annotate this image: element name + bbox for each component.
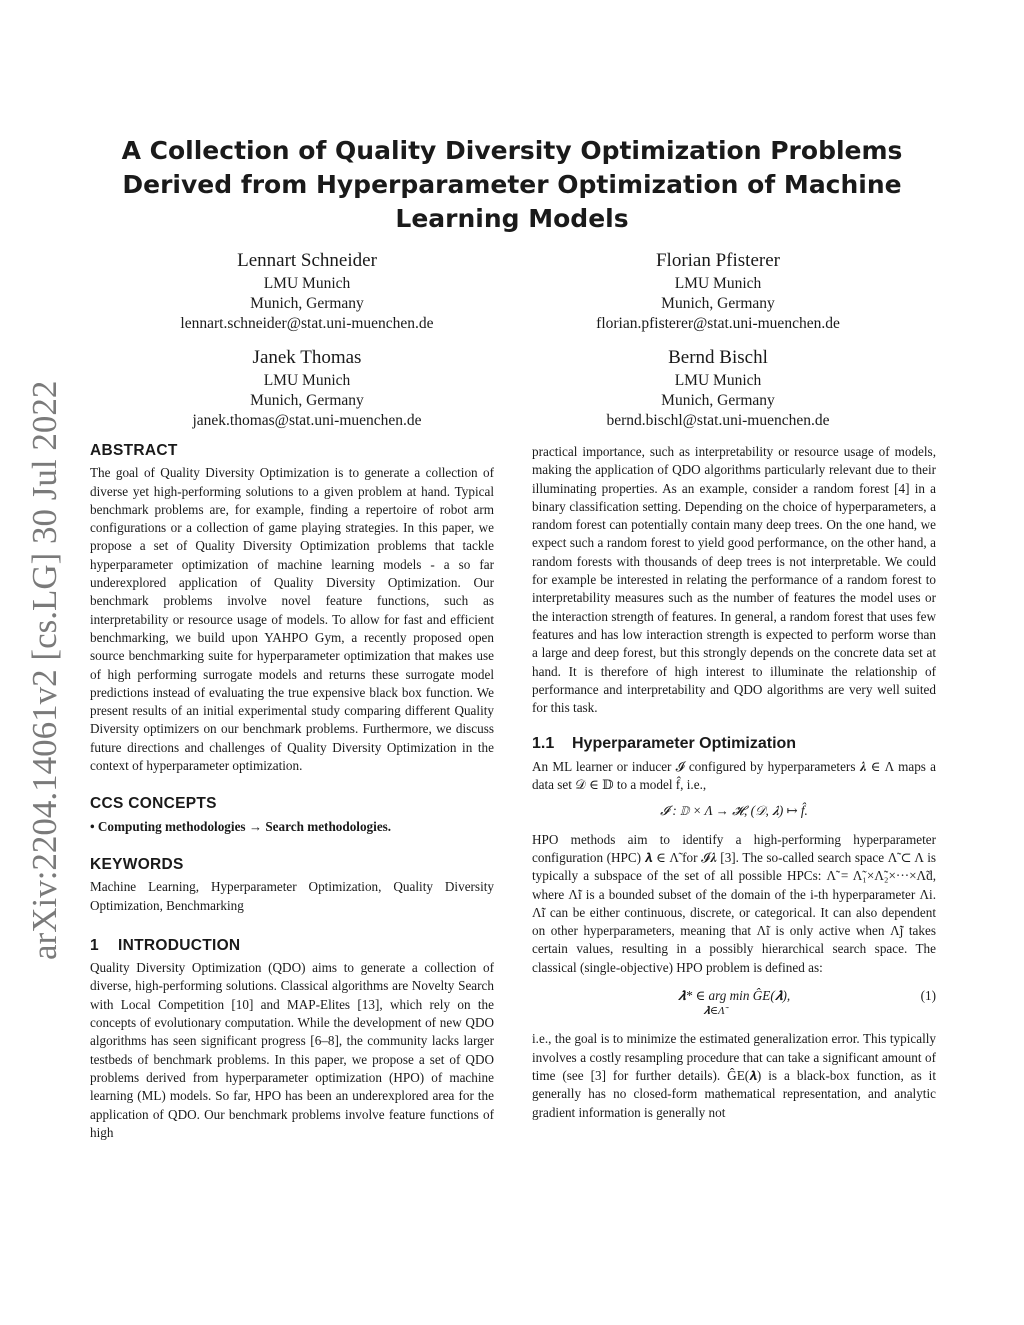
- author-block: [127, 345, 487, 431]
- keywords-heading: KEYWORDS: [90, 855, 184, 873]
- ccs-heading: CCS CONCEPTS: [90, 795, 217, 813]
- author-name: Lennart Schneider: [237, 250, 377, 271]
- intro-text: Quality Diversity Optimization (QDO) aims to generate a collection of diverse, high-performing solutions. Classical algorithms are Novelty Search with Local Competition [10] and MAP-Elites [13], which rely on the concepts of evolutionary computation. While the development of new QDO algorithms has seen significant progress [6–8], the community lacks larger testbeds of benchmark problems. In this paper, we propose a set of QDO problems derived from hyperparameter optimization (HPO) of machine learning (ML) models. So far, HPO has been an underexplored area for the application of QDO. Our benchmark problems involve feature functions of high: [90, 960, 494, 1140]
- equation-argmin: 𝝀* ∈ arg min ĜE(𝝀),: [677, 988, 791, 1004]
- arxiv-identifier: arXiv:2204.14061v2 [cs.LG] 30 Jul 2022: [25, 380, 64, 960]
- author-affiliation: LMU Munich: [263, 275, 351, 292]
- author-name: Janek Thomas: [252, 347, 362, 368]
- section-number: 1: [90, 936, 99, 954]
- author-email: bernd.bischl@stat.uni-muenchen.de: [606, 412, 830, 429]
- author-location: Munich, Germany: [661, 295, 775, 312]
- author-affiliation: LMU Munich: [674, 275, 762, 292]
- author-location: Munich, Germany: [250, 392, 364, 409]
- paper-title: A Collection of Quality Diversity Optimization Problems Derived from Hyperparameter Optimization of Machine Learning Models: [121, 136, 903, 233]
- author-name: Florian Pfisterer: [655, 250, 780, 271]
- intro-heading: [90, 937, 494, 955]
- left-column: [90, 442, 494, 1142]
- author-location: Munich, Germany: [250, 295, 364, 312]
- author-block: [538, 248, 898, 334]
- author-name: Bernd Bischl: [668, 347, 768, 368]
- equation-1: [532, 987, 936, 1018]
- author-email: lennart.schneider@stat.uni-muenchen.de: [180, 315, 434, 332]
- subsection-title: Hyperparameter Optimization: [572, 735, 797, 753]
- hpo-paragraph-3: i.e., the goal is to minimize the estimated generalization error. This typically involves a costly resampling procedure that can take a significant amount of time (see [3] for further details). ĜE(𝝀) is a black-box function, as it generally has no closed-form mathematical representation, and analytic gradient information is generally not: [532, 1031, 936, 1120]
- author-email: janek.thomas@stat.uni-muenchen.de: [192, 412, 422, 429]
- author-affiliation: LMU Munich: [263, 372, 351, 389]
- ccs-text: • Computing methodologies → Search methodologies.: [90, 818, 392, 834]
- right-column: [532, 443, 936, 1122]
- keywords-text: Machine Learning, Hyperparameter Optimization, Quality Diversity Optimization, Benchmarking: [90, 879, 494, 913]
- equation-number: (1): [920, 988, 936, 1004]
- author-location: Munich, Germany: [661, 392, 775, 409]
- subsection-number: 1.1: [532, 735, 555, 753]
- abstract-text: The goal of Quality Diversity Optimization is to generate a collection of diverse yet high-performing solutions to a given problem at hand. Typical benchmark problems are, for example, finding a repertoire of robot arm configurations or a collection of game playing strategies. In this paper, we propose a set of Quality Diversity Optimization problems that tackle hyperparameter optimization of machine learning models - a so far underexplored application of Quality Diversity Optimization. Our benchmark problems involve novel feature functions, such as interpretability or resource usage of models. To allow for fast and efficient benchmarking, we build upon YAHPO Gym, a recently proposed open source benchmarking suite for hyperparameter optimization that makes use of high performing surrogate models and returns these surrogate model predictions instead of evaluating the true expensive black box function. We present results of an initial experimental study comparing different Quality Diversity optimizers on our benchmark problems. Furthermore, we discuss future directions and challenges of Quality Diversity Optimization in the context of hyperparameter optimization.: [90, 465, 494, 774]
- equation-mapping: 𝓘 : 𝔻 × Λ → 𝓗, (𝒟, 𝝀) ↦ f̂.: [660, 803, 808, 819]
- section-title: INTRODUCTION: [118, 936, 241, 954]
- equation-argmin-subscript: 𝝀∈Λ̃: [703, 1005, 725, 1018]
- author-block: [538, 345, 898, 431]
- abstract-heading: ABSTRACT: [90, 442, 178, 459]
- author-affiliation: LMU Munich: [674, 372, 762, 389]
- intro-continuation: practical importance, such as interpretability or resource usage of models, making the application of QDO algorithms particularly relevant due to their illuminating properties. As an example, consider a random forest [4] in a binary classification setting. Depending on the choice of hyperparameters, a random forest can potentially contain many deep trees. On the one hand, we expect such a random forest to yield good performance, on the other hand, a random forests with thousands of deep trees is not interpretable. We could for example be interested in relating the performance of a random forest to interpretability measures such as the number of features the model uses or the interaction strength of features. In general, a random forest that uses few features and has low interaction strength is expected to perform worse than a large and deep forest, but this strongly depends on the concrete data set at hand. It is therefore of high interest to illuminate the relationship of performance and interpretability and QDO algorithms are very well suited for this task.: [532, 444, 936, 716]
- hpo-paragraph-1: An ML learner or inducer 𝓘 configured by hyperparameters 𝝀 ∈ Λ maps a data set 𝒟 ∈ 𝔻 to a model f̂, i.e.,: [532, 758, 936, 793]
- subsection-heading: [532, 735, 936, 753]
- hpo-paragraph-2: HPO methods aim to identify a high-performing hyperparameter configuration (HPC) 𝝀 ∈ Λ̃ for 𝓘𝝀 [3]. The so-called search space Λ̃ ⊂ Λ is typically a subspace of the set of all possible HPCs: Λ̃ = Λ̃₁×Λ̃₂×···×Λ̃d, where Λ̃i is a bounded subset of the domain of the i-th hyperparameter Λi. Λ̃i can be either continuous, discrete, or categorical. It can also dependent on other hyperparameters, meaning that Λ̃i is only active when Λ̃j takes certain values, resulting in a possibly hierarchical search space. The classical (single-objective) HPO problem is defined as:: [532, 831, 936, 975]
- author-block: [127, 248, 487, 334]
- author-email: florian.pfisterer@stat.uni-muenchen.de: [596, 315, 840, 332]
